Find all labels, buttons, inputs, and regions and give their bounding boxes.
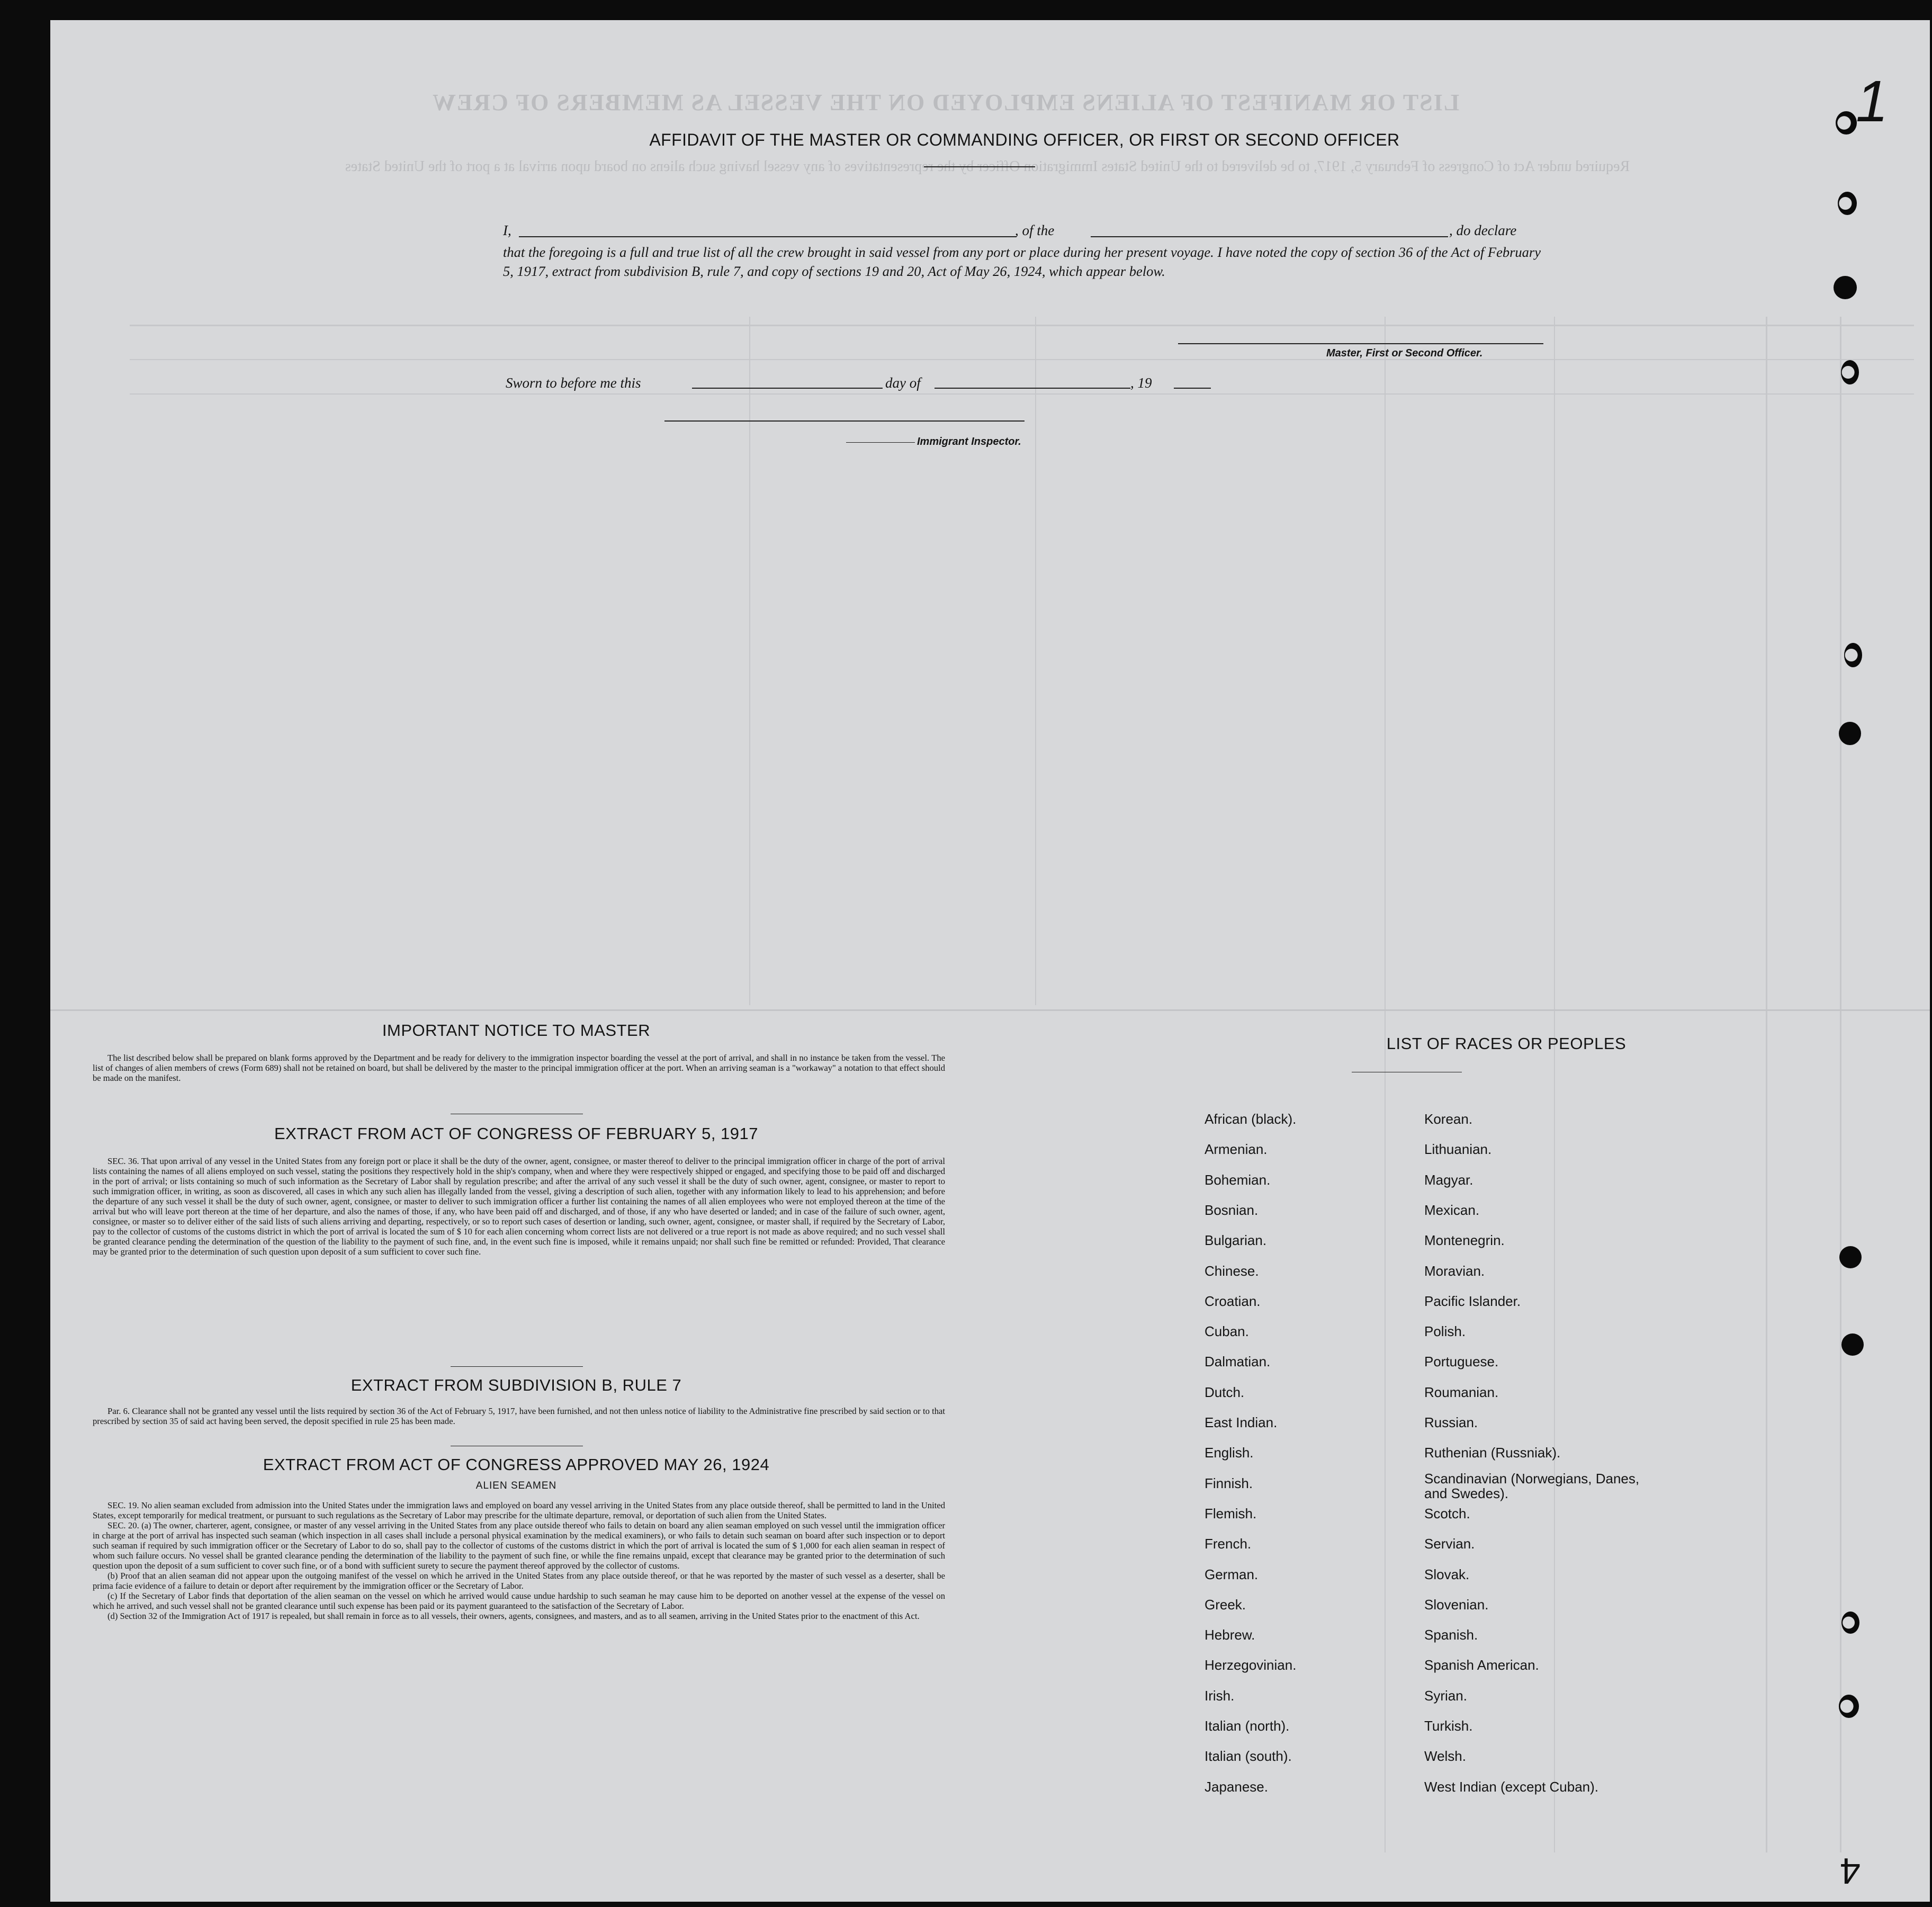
sec-20c-paragraph: (c) If the Secretary of Labor finds that deportation of the alien seaman on the vessel on which he arrived would cause undue hardship to such seaman he may cause him to be deported on another vessel at the expense of the vessel on which he arrived, and such vessel shall not be granted clearance until such expense has been paid or its payment guaranteed to the satisfaction of the Secretary of Labor. [93,1591,945,1611]
extract-1917-title: EXTRACT FROM ACT OF CONGRESS OF FEBRUARY 5, 1917 [274,1124,759,1143]
sec-20d-paragraph: (d) Section 32 of the Immigration Act of 1917 is repealed, but shall remain in force as to all vessels, their owners, agents, consignees, and masters, and as to all seamen, arriving in the United States prior to the enactment of this Act. [107,1611,920,1621]
handwritten-page-number: 1 [1856,69,1889,134]
race-item: East Indian. [1205,1414,1278,1430]
extract-1924-subtitle: ALIEN SEAMEN [475,1480,557,1491]
race-item: English. [1205,1445,1254,1461]
race-item: Dalmatian. [1205,1354,1271,1370]
race-item: Croatian. [1205,1293,1261,1309]
show-through-column [1554,317,1555,1852]
handwritten-mark: 4 [1840,1850,1861,1892]
name-blank[interactable] [519,236,1017,237]
race-item: Cuban. [1205,1323,1249,1340]
race-item: Roumanian. [1424,1384,1499,1400]
binder-hole [1836,111,1857,135]
race-item: German. [1205,1566,1259,1582]
race-item: Slovak. [1424,1566,1470,1582]
notice-paragraph: The list described below shall be prepared on blank forms approved by the Department and be ready for delivery to the immigration inspector boarding the vessel at the port of arrival, and shall in no instance be taken from the vessel. The list of changes of alien members of crews (Form 689) shall not be retained on board, but shall be delivered by the master to the principal immigration officer at the port. When an arriving seaman is a "workaway" a notation to that effect should be made on the manifest. [93,1053,945,1083]
binder-hole [1839,722,1861,745]
race-item: French. [1205,1536,1252,1552]
race-item: Japanese. [1205,1778,1268,1795]
race-item: Pacific Islander. [1424,1293,1521,1309]
sworn-month-blank[interactable] [934,388,1130,389]
binder-hole [1838,192,1857,215]
race-item: Bulgarian. [1205,1232,1267,1249]
affidavit-do-declare-label: , do declare [1449,222,1517,238]
race-item: Bosnian. [1205,1202,1259,1218]
inspector-caption: Immigrant Inspector. [917,436,1021,447]
binder-hole [1839,1695,1859,1718]
race-item: Irish. [1205,1687,1235,1704]
race-item: Welsh. [1424,1748,1466,1765]
document-page [50,20,1930,1902]
show-through-rule [130,325,1914,326]
race-item: African (black). [1205,1111,1297,1127]
affidavit-title-rule [924,166,1035,167]
race-item: Polish. [1424,1323,1466,1340]
affidavit-i-label: I, [503,222,511,238]
year-prefix-label: , 19 [1130,375,1152,391]
race-item: Scandinavian (Norwegians, Danes, and Swedes). [1424,1470,1640,1501]
sworn-day-blank[interactable] [692,388,883,389]
race-item: Hebrew. [1205,1627,1255,1643]
race-item: Moravian. [1424,1263,1485,1279]
race-item: Italian (south). [1205,1748,1292,1765]
race-item: Magyar. [1424,1171,1473,1188]
show-through-column [749,317,750,1005]
binder-hole [1844,643,1862,667]
race-item: Flemish. [1205,1505,1257,1521]
master-signature-caption: Master, First or Second Officer. [1326,347,1483,359]
sec-20b-paragraph: (b) Proof that an alien seaman did not appear upon the outgoing manifest of the vessel on which he arrived in the United States from any place outside thereof, or that he was reported by the master of such vessel as a deserter, shall be prima facie evidence of a failure to detain or deport after requirement by the immigration officer or the Secretary of Labor. [93,1571,945,1591]
extract-1924-text [93,1500,945,1621]
race-item: Spanish. [1424,1627,1478,1643]
race-item: Armenian. [1205,1141,1268,1158]
notice-title: IMPORTANT NOTICE TO MASTER [382,1021,651,1040]
affidavit-of-the-label: , of the [1015,222,1055,238]
section-divider [451,1366,583,1367]
race-item: Mexican. [1424,1202,1480,1218]
race-item: Ruthenian (Russniak). [1424,1445,1561,1461]
master-signature-line[interactable] [1178,343,1543,344]
extract-1917-paragraph: SEC. 36. That upon arrival of any vessel in the United States from any foreign port or place it shall be the duty of the owner, agent, consignee, or master thereof to deliver to the principal immigration officer in charge of the port of arrival lists containing the names of all aliens employed on such vessel, stating the positions they respectively hold in the ship's company, when and where they were respectively shipped or engaged, and specifying those to be paid off and discharged in the port of arrival; or lists containing so much of such information as the Secretary of Labor shall by regulation prescribe; and after the arrival of any such vessel it shall be the duty of such owner, agent, consignee, or master to report to such immigration officer, in writing, as soon as discovered, all cases in which any such alien has illegally landed from the vessel, giving a description of such alien, together with any information likely to lead to his apprehension; and before the departure of any such vessel it shall be the duty of such owner, agent, consignee, or master to deliver to such immigration officer a further list containing the names of all alien employees who were not employed thereon at the time of the arrival but who will leave port thereon at the time of her departure, and also the names of those, if any, who have been paid off and discharged, and of those, if any who have deserted or landed; and in case of the failure of such owner, agent, consignee, or master so to deliver either of the said lists of such aliens arriving and departing, respectively, or so to report such cases of desertion or landing, such owner, agent, consignee, or master shall, if required by the Secretary of Labor, pay to the collector of customs of the customs district in which the port of arrival is located the sum of $ 10 for each alien concerning whom correct lists are not delivered or a true report is not made as above required; and no such vessel shall be granted clearance pending the determination of the question of the liability to the payment of such fine, and, in the event such fine is imposed, while it remains unpaid; nor shall such fine be remitted or refunded: Provided, That clearance may be granted prior to the determination of such question upon deposit of a sum sufficient to cover such fine. [93,1156,945,1257]
affidavit-body: that the foregoing is a full and true list of all the crew brought in said vessel from any port or place during her present voyage. I have noted the copy of section 36 of the Act of February 5, 1917, extract from subdivision B, rule 7, and copy of sections 19 and 20, Act of May 26, 1924, which appear below. [503,244,1541,279]
race-item: Lithuanian. [1424,1141,1492,1158]
race-item: West Indian (except Cuban). [1424,1778,1599,1795]
show-through-column [1385,317,1386,1852]
race-item: Dutch. [1205,1384,1245,1400]
show-through-rule [130,393,1914,395]
race-item: Herzegovinian. [1205,1657,1297,1673]
sworn-year-blank[interactable] [1174,388,1211,389]
binder-hole [1841,1333,1864,1356]
race-item: Bohemian. [1205,1171,1271,1188]
race-item: Scotch. [1424,1505,1470,1521]
vessel-blank[interactable] [1091,236,1448,237]
sworn-label: Sworn to before me this [506,375,641,391]
extract-1924-title: EXTRACT FROM ACT OF CONGRESS APPROVED MAY 26, 1924 [263,1455,770,1474]
sec-20a-paragraph: SEC. 20. (a) The owner, charterer, agent, consignee, or master of any vessel arriving in the United States from any place outside thereof who fails to detain on board any alien seaman employed on such vessel until the immigration officer in charge at the port of arrival has inspected such seaman (which inspection in all cases shall include a personal physical examination by the medical examiners), or who fails to detain such seaman on board after such inspection or to deport such seaman if required by such immigration officer or the Secretary of Labor to do so, shall pay to the collector of customs of the customs district in which the port of arrival is located the sum of $ 1,000 for each alien seaman in respect of whom such failure occurs. No vessel shall be granted clearance pending the determination of the liability to the payment of such fine, or while the fine remains unpaid, except that clearance may be granted prior to the determination of such question upon the deposit of a sum sufficient to cover such fine, or of a bond with sufficient surety to secure the payment thereof approved by the collector of customs. [93,1520,945,1571]
fold-line [50,1009,1930,1011]
inspector-signature-line[interactable] [664,420,1025,422]
binder-hole [1834,276,1857,299]
race-item: Montenegrin. [1424,1232,1505,1249]
race-item: Chinese. [1205,1263,1259,1279]
race-item: Syrian. [1424,1687,1467,1704]
notice-text [93,1053,945,1083]
race-item: Finnish. [1205,1475,1253,1491]
race-item: Portuguese. [1424,1354,1499,1370]
show-through-column [1766,317,1767,1852]
races-title: LIST OF RACES OR PEOPLES [1386,1034,1627,1053]
race-item: Korean. [1424,1111,1473,1127]
inspector-caption-rule [846,442,915,443]
binder-hole [1841,360,1859,384]
show-through-subtitle: Required under Act of Congress of February 5, 1917, to be delivered to the United States Immigration Officer by the representatives of any vessel having such aliens on board upon arrival at a port of the United States [345,158,1630,175]
extract-rule7-title: EXTRACT FROM SUBDIVISION B, RULE 7 [351,1376,682,1394]
extract-1917-text [93,1156,945,1257]
race-item: Greek. [1205,1596,1246,1613]
race-item: Slovenian. [1424,1596,1489,1613]
binder-hole [1839,1246,1862,1268]
show-through-title: LIST OR MANIFEST OF ALIENS EMPLOYED ON THE VESSEL AS MEMBERS OF CREW [432,89,1460,115]
day-of-label: day of [885,375,921,391]
extract-rule7-text [93,1406,945,1426]
race-item: Servian. [1424,1536,1475,1552]
sec-19-paragraph: SEC. 19. No alien seaman excluded from admission into the United States under the immigration laws and employed on board any vessel arriving in the United States from any place outside thereof, shall be permitted to land in the United States, except temporarily for medical treatment, or pursuant to such regulations as the Secretary of Labor may prescribe for the ultimate departure, removal, or deportation of such alien from the United States. [93,1500,945,1520]
affidavit-title: AFFIDAVIT OF THE MASTER OR COMMANDING OFFICER, OR FIRST OR SECOND OFFICER [649,130,1400,149]
race-item: Turkish. [1424,1718,1473,1734]
race-item: Spanish American. [1424,1657,1539,1673]
show-through-column [1035,317,1036,1005]
binder-hole [1841,1611,1859,1634]
race-item: Russian. [1424,1414,1478,1430]
show-through-rule [130,359,1914,360]
extract-rule7-paragraph: Par. 6. Clearance shall not be granted any vessel until the lists required by section 36 of the Act of February 5, 1917, have been furnished, and not then unless notice of liability to the Administrative fine prescribed by said section or to that prescribed by section 35 of said act having been served, the deposit specified in rule 25 has been made. [93,1406,945,1426]
race-item: Italian (north). [1205,1718,1290,1734]
